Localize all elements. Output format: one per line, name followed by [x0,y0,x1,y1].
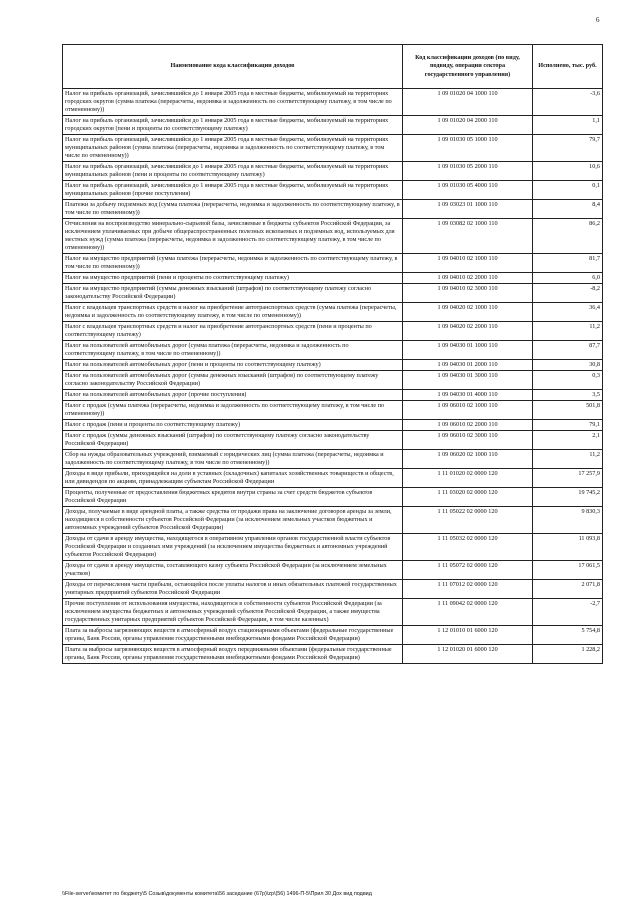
header-name: Наименование кода классификации доходов [63,45,403,89]
row-code: 1 09 04010 02 1000 110 [403,254,533,273]
row-code: 1 09 01030 05 2000 110 [403,162,533,181]
row-code: 1 09 04010 02 3000 110 [403,284,533,303]
row-code: 1 11 01020 02 0000 120 [403,469,533,488]
row-code: 1 09 01030 05 1000 110 [403,135,533,162]
row-code: 1 09 06020 02 1000 110 [403,450,533,469]
row-code: 1 11 07012 02 0000 120 [403,580,533,599]
row-value: 36,4 [533,303,603,322]
row-value: 87,7 [533,341,603,360]
row-code: 1 09 01020 04 1000 110 [403,89,533,116]
row-value: 501,8 [533,401,603,420]
table-row [63,401,603,420]
header-value: Исполнено, тыс. руб. [533,45,603,89]
row-value: 1 228,2 [533,645,603,664]
row-name: Налог с владельцев транспортных средств и налог на приобретение автотранспортных средств (сумма платежа (перерасчеты, недоимка и задолженность по соответствующему платежу, в том числе по отмененному)) [63,303,403,322]
row-code: 1 11 05072 02 0000 120 [403,561,533,580]
row-name: Плата за выбросы загрязняющих веществ в атмосферный воздух передвижными объектами (федеральные государственные органы, Банк России, органы управления государственными внебюджетными фондами Российской Федерации) [63,645,403,664]
row-name: Налог на имущество предприятий (суммы денежных взысканий (штрафов) по соответствующему платежу согласно законодательству Российской Федерации) [63,284,403,303]
row-value: 2 071,8 [533,580,603,599]
table-row [63,561,603,580]
row-value: 79,7 [533,135,603,162]
row-name: Налог на пользователей автомобильных дорог (суммы денежных взысканий (штрафов) по соответствующему платежу согласно законодательству Российской Федерации) [63,371,403,390]
row-name: Налог на прибыль организаций, зачислявшийся до 1 января 2005 года в местные бюджеты, мобилизуемый на территориях муниципальных районов (пени и проценты по соответствующему платежу) [63,162,403,181]
row-code: 1 11 05032 02 0000 120 [403,534,533,561]
row-value: 11,2 [533,450,603,469]
table-row [63,450,603,469]
row-code: 1 09 04030 01 3000 110 [403,371,533,390]
table-row [63,645,603,664]
row-name: Платежи за добычу подземных вод (сумма платежа (перерасчеты, недоимка и задолженность по соответствующему платежу, в том числе по отмененному)) [63,200,403,219]
table-row [63,116,603,135]
page-number: 6 [596,16,600,24]
row-name: Налог с продаж (суммы денежных взысканий (штрафов) по соответствующему платежу согласно законодательству Российской Федерации) [63,431,403,450]
row-name: Налог на прибыль организаций, зачислявшийся до 1 января 2005 года в местные бюджеты, мобилизуемый на территориях городских округов (пени и проценты по соответствующему платежу) [63,116,403,135]
row-code: 1 09 06010 02 3000 110 [403,431,533,450]
row-code: 1 09 04020 02 2000 110 [403,322,533,341]
row-value: 9 830,3 [533,507,603,534]
row-name: Проценты, полученные от предоставления бюджетных кредитов внутри страны за счет средств бюджетов субъектов Российской Федерации [63,488,403,507]
row-value: -2,7 [533,599,603,626]
row-name: Налог на имущество предприятий (пени и проценты по соответствующему платежу) [63,273,403,284]
table-row [63,390,603,401]
table-row [63,162,603,181]
row-code: 1 11 03020 02 0000 120 [403,488,533,507]
row-code: 1 12 01010 01 6000 120 [403,626,533,645]
row-name: Отчисления на воспроизводство минерально-сырьевой базы, зачисляемые в бюджеты субъектов Российской Федерации, за исключением уплачиваемых при добыче общераспространенных полезных ископаемых и подземных вод, используемых для местных нужд (сумма платежа (перерасчеты, недоимка и задолженность по соответствующему платежу, в том числе по отмененному)) [63,219,403,254]
row-name: Плата за выбросы загрязняющих веществ в атмосферный воздух стационарными объектами (федеральные государственные органы, Банк России, органы управления государственными внебюджетными фондами Российской Федерации) [63,626,403,645]
row-value: 2,1 [533,431,603,450]
row-name: Налог с продаж (пени и проценты по соответствующему платежу) [63,420,403,431]
row-value: 0,1 [533,181,603,200]
row-name: Налог на пользователей автомобильных дорог (пени и проценты по соответствующему платежу) [63,360,403,371]
table-row [63,599,603,626]
row-value: -8,2 [533,284,603,303]
table-row [63,626,603,645]
table-row [63,341,603,360]
table-row [63,254,603,273]
table-row [63,181,603,200]
table-row [63,360,603,371]
row-value: 8,4 [533,200,603,219]
row-name: Налог с владельцев транспортных средств и налог на приобретение автотранспортных средств (пени и проценты по соответствующему платежу) [63,322,403,341]
table-header-row [63,45,603,89]
table-row [63,135,603,162]
row-name: Сбор на нужды образовательных учреждений, взимаемый с юридических лиц (сумма платежа (перерасчеты, недоимка и задолженность по соответствующему платежу, в том числе по отмененному)) [63,450,403,469]
table-row [63,322,603,341]
row-code: 1 11 09042 02 0000 120 [403,599,533,626]
table-row [63,219,603,254]
row-name: Налог с продаж (сумма платежа (перерасчеты, недоимка и задолженность по соответствующему платежу, в том числе по отмененному)) [63,401,403,420]
table-row [63,89,603,116]
table-row [63,420,603,431]
row-code: 1 09 04030 01 2000 110 [403,360,533,371]
row-value: 79,1 [533,420,603,431]
row-name: Доходы от сдачи в аренду имущества, находящегося в оперативном управлении органов государственной власти субъектов Российской Федерации и созданных ими учреждений (за исключением имущества бюджетных и автономных учреждений субъектов Российской Федерации) [63,534,403,561]
row-value: 5 754,8 [533,626,603,645]
row-name: Прочие поступления от использования имущества, находящегося в собственности субъектов Российской Федерации (за исключением имущества бюджетных и автономных учреждений субъектов Российской Федерации, а также имущества государственных унитарных предприятий субъектов Российской Федерации, в том числе казенных) [63,599,403,626]
table-row [63,273,603,284]
row-name: Доходы, получаемые в виде арендной платы, а также средства от продажи права на заключение договоров аренды за земли, находящиеся в собственности субъектов Российской Федерации (за исключением земельных участков бюджетных и автономных учреждений субъектов Российской Федерации) [63,507,403,534]
row-name: Налог на пользователей автомобильных дорог (сумма платежа (перерасчеты, недоимка и задолженность по соответствующему платежу, в том числе по отмененному)) [63,341,403,360]
row-value: 30,8 [533,360,603,371]
table-row [63,580,603,599]
row-name: Налог на имущество предприятий (сумма платежа (перерасчеты, недоимка и задолженность по соответствующему платежу, в том числе по отмененному)) [63,254,403,273]
table-row [63,507,603,534]
row-name: Налог на прибыль организаций, зачислявшийся до 1 января 2005 года в местные бюджеты, мобилизуемый на территориях муниципальных районов (прочие поступления) [63,181,403,200]
row-code: 1 09 04030 01 4000 110 [403,390,533,401]
table-row [63,371,603,390]
row-name: Налог на пользователей автомобильных дорог (прочие поступления) [63,390,403,401]
table-row [63,469,603,488]
table-row [63,303,603,322]
row-value: 0,3 [533,371,603,390]
row-value: -3,6 [533,89,603,116]
table-row [63,534,603,561]
row-code: 1 09 04020 02 1000 110 [403,303,533,322]
row-value: 19 745,2 [533,488,603,507]
revenue-table [62,44,603,664]
row-value: 81,7 [533,254,603,273]
row-code: 1 11 05022 02 0000 120 [403,507,533,534]
row-code: 1 09 01020 04 2000 110 [403,116,533,135]
row-value: 86,2 [533,219,603,254]
table-row [63,488,603,507]
row-code: 1 09 04030 01 1000 110 [403,341,533,360]
row-value: 17 061,5 [533,561,603,580]
row-code: 1 09 03023 01 1000 110 [403,200,533,219]
row-value: 6,0 [533,273,603,284]
table-row [63,200,603,219]
row-name: Доходы от сдачи в аренду имущества, составляющего казну субъекта Российской Федерации (за исключением земельных участков) [63,561,403,580]
row-code: 1 09 01030 05 4000 110 [403,181,533,200]
file-path-footer: \\File-server\комитет по бюджету\5 Созыв\документы комитета\56 заседание (67р)\zp\(56) 1496-П-5\Прил 30 Дох вид подвид [62,891,372,897]
row-name: Доходы в виде прибыли, приходящейся на доли в уставных (складочных) капиталах хозяйственных товариществ и обществ, или дивидендов по акциям, принадлежащим субъектам Российской Федерации [63,469,403,488]
row-value: 3,5 [533,390,603,401]
row-name: Налог на прибыль организаций, зачислявшийся до 1 января 2005 года в местные бюджеты, мобилизуемый на территориях муниципальных районов (сумма платежа (перерасчеты, недоимка и задолженность по соответствующему платежу, в том числе по отмененному)) [63,135,403,162]
table-row [63,431,603,450]
row-code: 1 09 06010 02 2000 110 [403,420,533,431]
row-value: 1,1 [533,116,603,135]
row-name: Налог на прибыль организаций, зачислявшийся до 1 января 2005 года в местные бюджеты, мобилизуемый на территориях городских округов (сумма платежа (перерасчеты, недоимка и задолженность по соответствующему платежу, в том числе по отмененному)) [63,89,403,116]
row-value: 11,2 [533,322,603,341]
row-code: 1 09 06010 02 1000 110 [403,401,533,420]
table-row [63,284,603,303]
row-name: Доходы от перечисления части прибыли, остающейся после уплаты налогов и иных обязательных платежей государственных унитарных предприятий субъектов Российской Федерации [63,580,403,599]
row-code: 1 09 04010 02 2000 110 [403,273,533,284]
row-value: 10,6 [533,162,603,181]
header-code: Код классификации доходов (по виду, подвиду, операции сектора государственного управления) [403,45,533,89]
row-code: 1 09 03082 02 1000 110 [403,219,533,254]
row-value: 17 257,9 [533,469,603,488]
row-code: 1 12 01020 01 6000 120 [403,645,533,664]
row-value: 11 093,8 [533,534,603,561]
